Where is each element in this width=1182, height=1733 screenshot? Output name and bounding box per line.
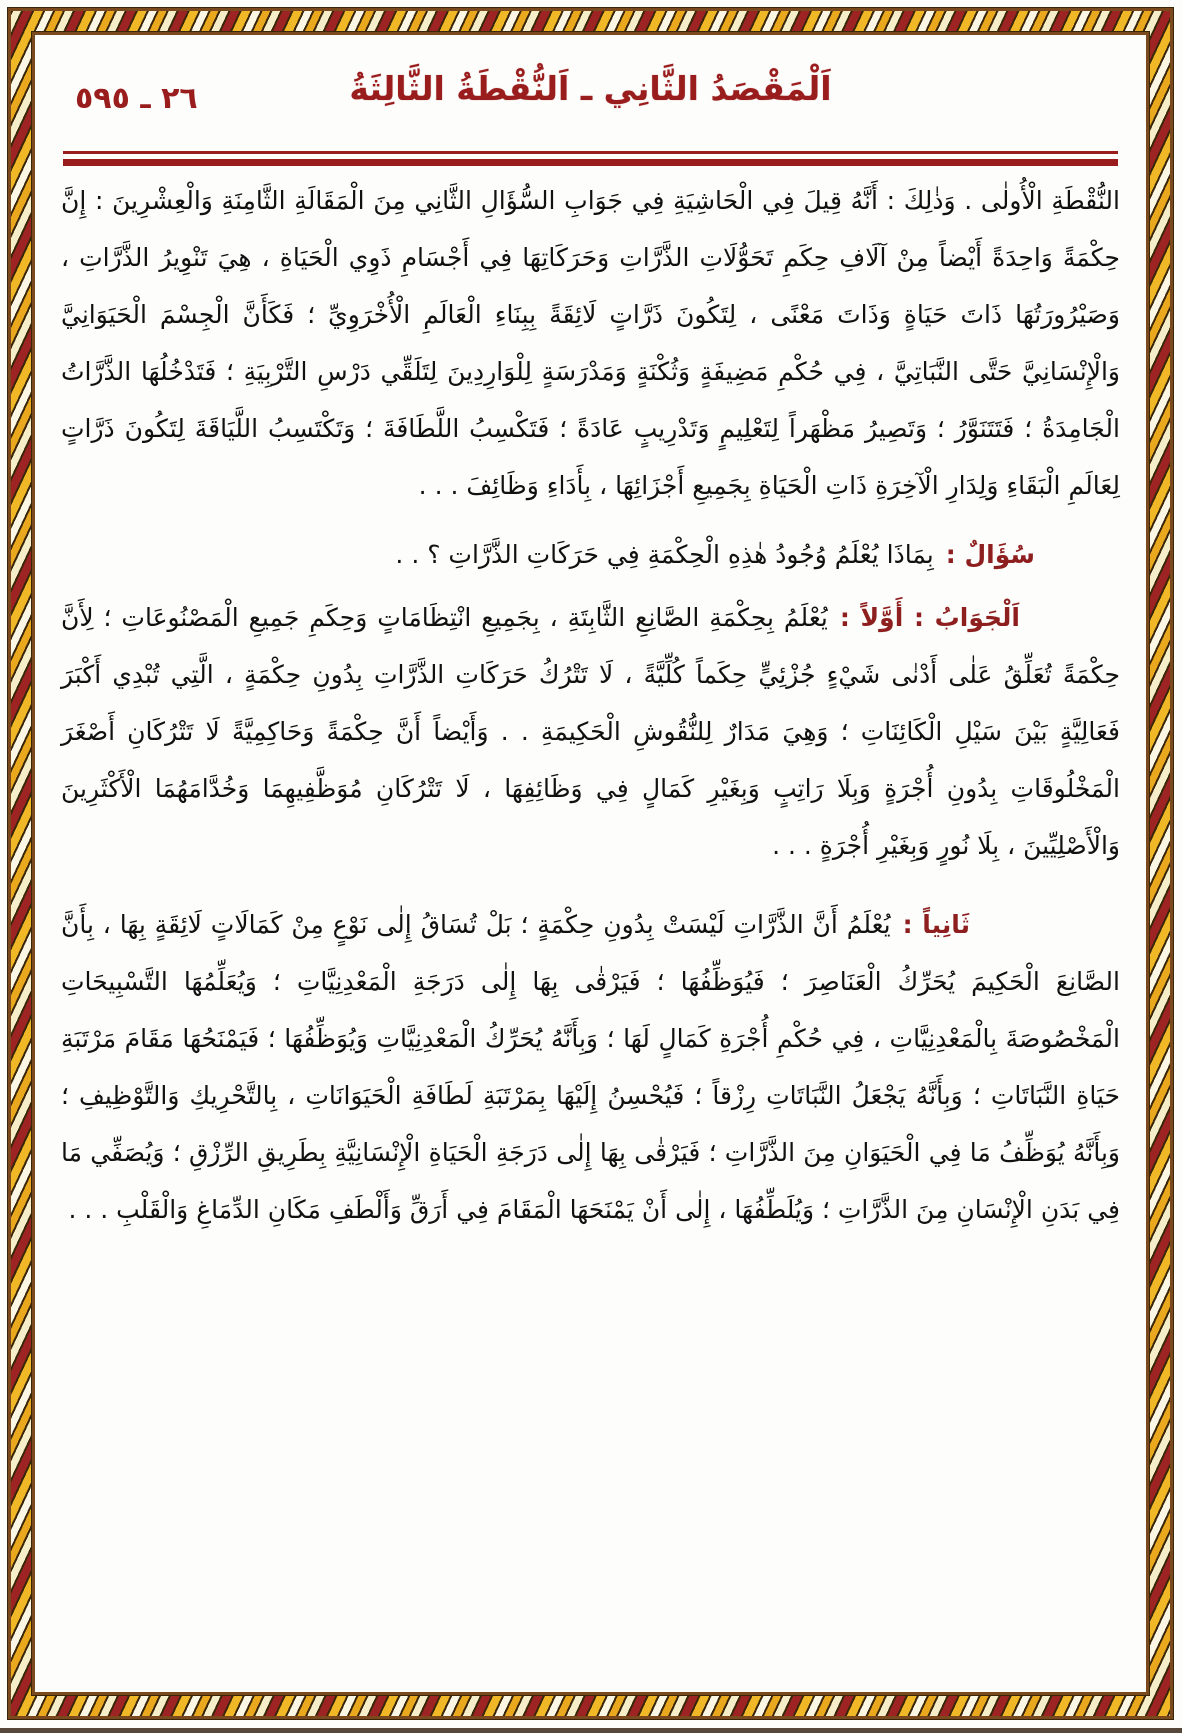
paragraph-text: النُّقْطَةِ الْأُولٰى . وَذٰلِكَ : أَنَّهُ قِيلَ فِي الْحَاشِيَةِ فِي جَوَابِ السُّؤَالِ الثَّانِي مِنَ الْمَقَالَةِ الثَّامِنَةِ وَالْعِشْرِينَ : إِنَّ حِكْمَةً وَاحِدَةً أَيْضاً مِنْ آلَافِ حِكَمِ تَحَوُّلَاتِ الذَّرَّاتِ وَحَرَكَاتِهَا فِي أَجْسَامِ ذَوِي الْحَيَاةِ ، هِيَ تَنْوِيرُ الذَّرَّاتِ ، وَصَيْرُورَتُهَا ذَاتَ حَيَاةٍ وَذَاتَ مَعْنًى ، لِتَكُونَ ذَرَّاتٍ لَائِقَةً بِبِنَاءِ الْعَالَمِ الْأُخْرَوِيِّ ؛ فَكَأَنَّ الْجِسْمَ الْحَيَوَانِيَّ وَالْإِنْسَانِيَّ حَتَّى النَّبَاتِيَّ ، فِي حُكْمِ مَضِيفَةٍ وَثُكْنَةٍ وَمَدْرَسَةٍ لِلْوَارِدِينَ لِتَلَقِّي دَرْسِ التَّرْبِيَةِ ؛ فَتَدْخُلُهَا الذَّرَّاتُ الْجَامِدَةُ ؛ فَتَتَنَوَّرُ ؛ وَتَصِيرُ مَظْهَراً لِتَعْلِيمٍ وَتَدْرِيبٍ عَادَةً ؛ فَتَكْسِبُ اللَّطَافَةَ ؛ وَتَكْتَسِبُ اللَّيَاقَةَ لِتَكُونَ ذَرَّاتٍ لِعَالَمِ الْبَقَاءِ وَلِدَارِ الْآخِرَةِ ذَاتِ الْحَيَاةِ بِجَمِيعِ أَجْزَائِهَا ، بِأَدَاءِ وَظَائِفَ . . .: [61, 186, 1120, 500]
ornamental-chain-border: [8, 8, 1173, 1719]
body-paragraph-answer-first: [61, 589, 1120, 874]
page-content: [35, 35, 1146, 1692]
question-lead: سُؤَالٌ :: [945, 540, 1035, 569]
question-text: بِمَاذَا يُعْلَمُ وُجُودُ هٰذِهِ الْحِكْمَةِ فِي حَرَكَاتِ الذَّرَّاتِ ؟ . .: [395, 540, 934, 569]
body-paragraph-intro: [61, 172, 1120, 514]
page-title: اَلْمَقْصَدُ الثَّانِي ـ اَلنُّقْطَةُ الثَّالِثَةُ: [349, 69, 832, 108]
body-paragraph-question: [61, 526, 1120, 583]
double-rule-divider: [63, 151, 1118, 166]
secondly-text: يُعْلَمُ أَنَّ الذَّرَّاتِ لَيْسَتْ بِدُونِ حِكْمَةٍ ؛ بَلْ تُسَاقُ إِلٰى نَوْعٍ مِنْ كَمَالَاتٍ لَائِقَةٍ بِهَا ، بِأَنَّ الصَّانِعَ الْحَكِيمَ يُحَرِّكُ الْعَنَاصِرَ ؛ فَيُوَظِّفُهَا ؛ فَيَرْقٰى بِهَا إِلٰى دَرَجَةِ الْمَعْدِنِيَّاتِ ؛ وَيُعَلِّمُهَا التَّسْبِيحَاتِ الْمَخْصُوصَةَ بِالْمَعْدِنِيَّاتِ ، فِي حُكْمِ أُجْرَةِ كَمَالٍ لَهَا ؛ وَبِأَنَّهُ يُحَرِّكُ الْمَعْدِنِيَّاتِ وَيُوَظِّفُهَا ؛ فَيَمْنَحُهَا مَقَامَ مَرْتَبَةِ حَيَاةِ النَّبَاتَاتِ ؛ وَبِأَنَّهُ يَجْعَلُ النَّبَاتَاتِ رِزْقاً ؛ فَيُحْسِنُ إِلَيْهَا بِمَرْتَبَةِ لَطَافَةِ الْحَيَوَانَاتِ ، بِالتَّحْرِيكِ وَالتَّوْظِيفِ ؛ وَبِأَنَّهُ يُوَظِّفُ مَا فِي الْحَيَوَانِ مِنَ الذَّرَّاتِ ؛ فَيَرْقٰى بِهَا إِلٰى دَرَجَةِ الْحَيَاةِ الْإِنْسَانِيَّةِ بِطَرِيقِ الرِّزْقِ ؛ وَيُصَفِّي مَا فِي بَدَنِ الْإِنْسَانِ مِنَ الذَّرَّاتِ ؛ وَيُلَطِّفُهَا ، إِلٰى أَنْ يَمْنَحَهَا الْمَقَامَ فِي أَرَقِّ وَأَلْطَفِ مَكَانِ الدِّمَاغِ وَالْقَلْبِ . . .: [61, 910, 1120, 1224]
answer-text: يُعْلَمُ بِحِكْمَةِ الصَّانِعِ الثَّابِتَةِ ، بِجَمِيعِ انْتِظَامَاتٍ وَحِكَمِ جَمِيعِ الْمَصْنُوعَاتِ ؛ لِأَنَّ حِكْمَةً تُعَلِّقُ عَلٰى أَدْنٰى شَيْءٍ جُزْئِيٍّ حِكَماً كُلِّيَّةً ، لَا تَتْرُكُ حَرَكَاتِ الذَّرَّاتِ بِدُونِ حِكْمَةٍ ، الَّتِي تُبْدِي أَكْبَرَ فَعَالِيَّةٍ بَيْنَ سَيْلِ الْكَائِنَاتِ ؛ وَهِيَ مَدَارٌ لِلنُّقُوشِ الْحَكِيمَةِ . . وَأَيْضاً أَنَّ حِكْمَةً وَحَاكِمِيَّةً لَا تَتْرُكَانِ أَصْغَرَ الْمَخْلُوقَاتِ بِدُونِ أُجْرَةٍ وَبِلَا رَاتِبٍ وَبِغَيْرِ كَمَالٍ فِي وَظَائِفِهَا ، لَا تَتْرُكَانِ مُوَظَّفِيهِمَا وَخُدَّامَهُمَا الْأَكْثَرِينَ وَالْأَصْلِيِّينَ ، بِلَا نُورٍ وَبِغَيْرِ أُجْرَةٍ . . .: [61, 603, 1120, 860]
page-header: [61, 55, 1120, 151]
body-text: [61, 172, 1120, 1238]
secondly-lead: ثَانِياً :: [902, 910, 970, 939]
page-inner-area: [32, 32, 1149, 1695]
scan-bottom-edge: [0, 1728, 1182, 1733]
page-number: ٢٦ ـ ٥٩٥: [75, 81, 198, 116]
body-paragraph-answer-second: [61, 896, 1120, 1238]
answer-lead: اَلْجَوَابُ : أَوَّلاً :: [839, 603, 1020, 632]
